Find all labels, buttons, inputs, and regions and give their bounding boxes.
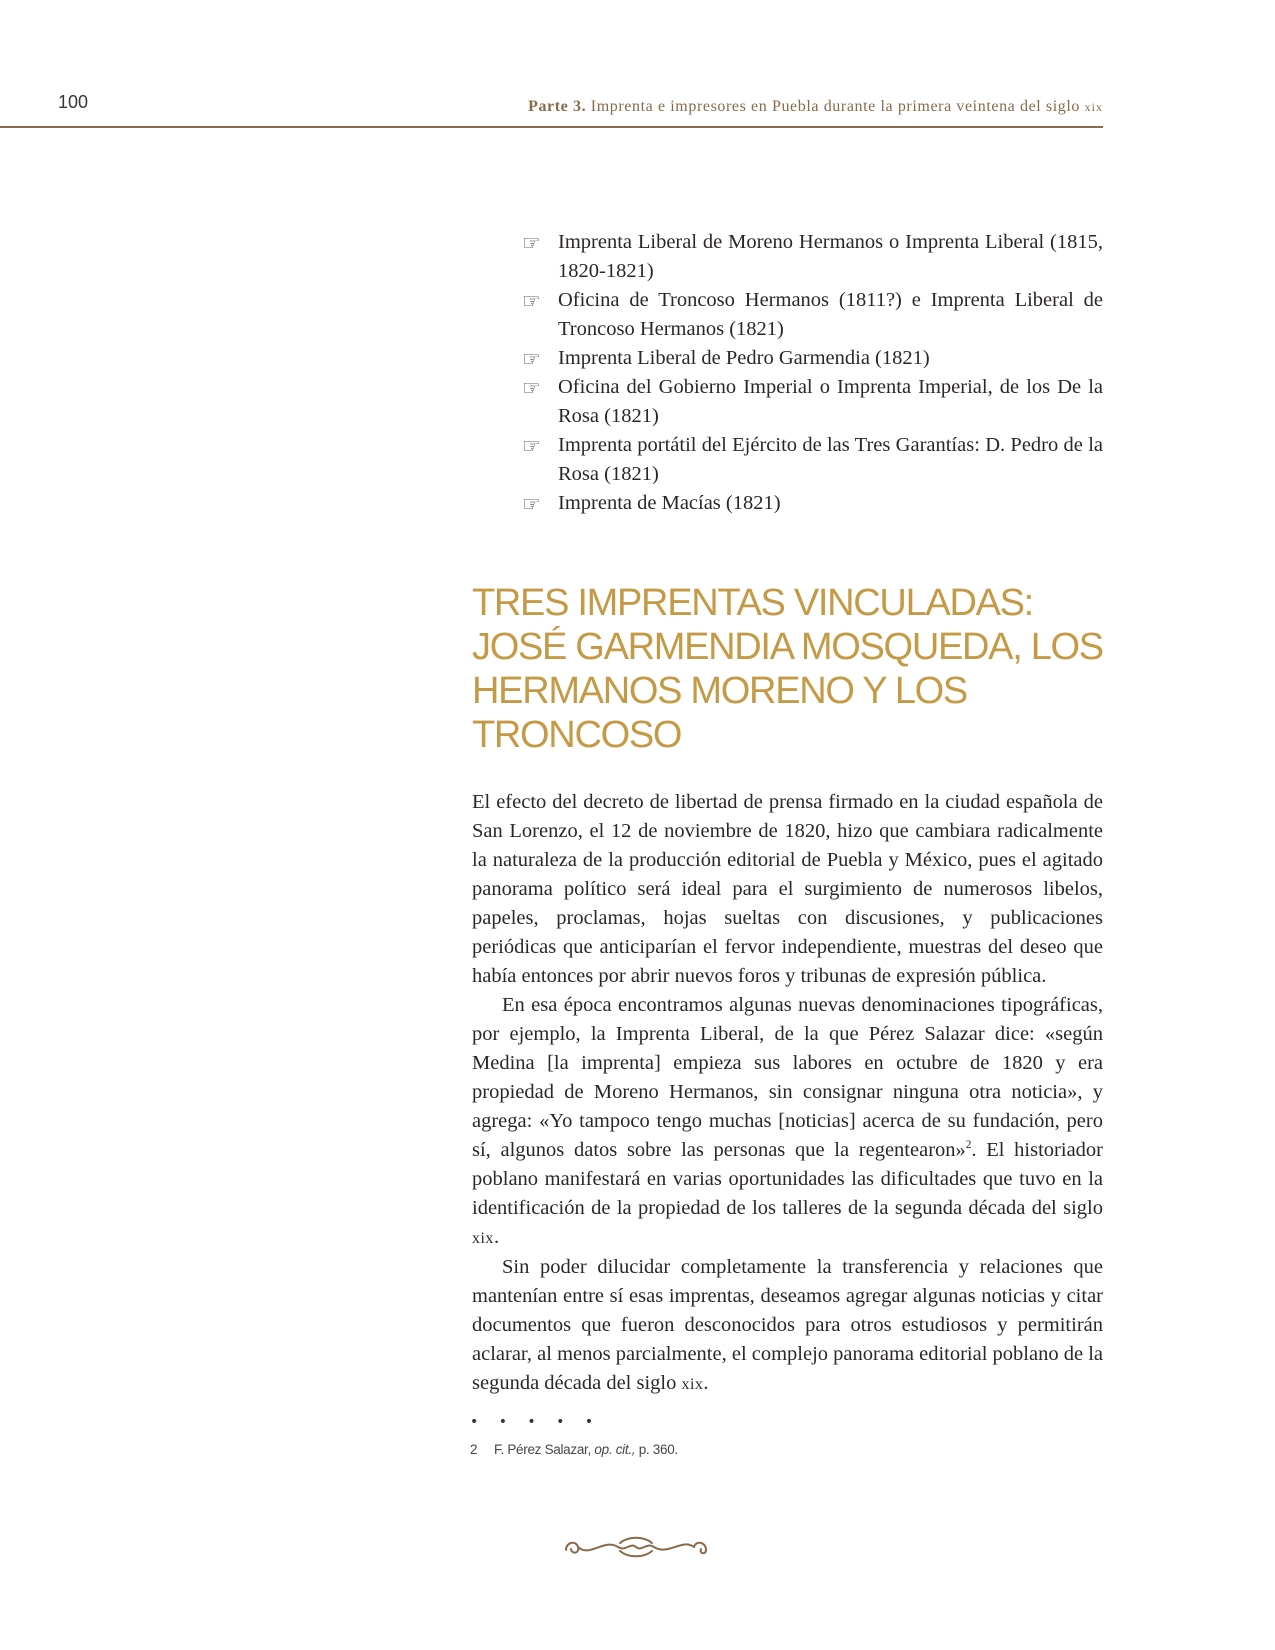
list-item: ☞ Oficina de Troncoso Hermanos (1811?) e Imprenta Liberal de Troncoso Hermanos (1821) [522, 289, 1103, 340]
footnote-ref-text: op. cit., [594, 1442, 636, 1457]
paragraph-1: El efecto del decreto de libertad de prensa firmado en la ciudad española de San Lorenzo, el 12 de noviembre de 1820, hizo que cambiara radicalmente la naturaleza de la producción editorial de Puebla y México, pues el agitado panorama político será ideal para el surgimiento de numerosos libelos, papeles, proclamas, hojas sueltas con discusiones, y publicaciones periódicas que anticiparían el fervor independiente, muestras del deseo que había entonces por abrir nuevos foros y tribunas de expresión pública. [472, 791, 1103, 987]
scroll-ornament [560, 1530, 712, 1564]
running-head-part: Parte 3. [528, 98, 587, 115]
paragraph-3: Sin poder dilucidar completamente la transferencia y relaciones que mantenían entre sí esas imprentas, deseamos agregar algunas noticias y citar documentos que fueron desconocidos para otros estudiosos y permitirán aclarar, al menos parcialmente, el complejo panorama editorial poblano de la segunda década del siglo xix. [472, 1256, 1103, 1394]
body-text [472, 788, 1103, 1399]
pointing-hand-icon: ☞ [522, 347, 541, 371]
list-item: ☞ Imprenta Liberal de Pedro Garmendia (1821) [522, 344, 1103, 373]
pointing-hand-icon: ☞ [522, 231, 541, 255]
footnote-ref[interactable]: 2 [965, 1139, 972, 1152]
running-head-century: xix [1084, 100, 1103, 114]
paragraph-2: En esa época encontramos algunas nuevas denominaciones tipográficas, por ejemplo, la Imprenta Liberal, de la que Pérez Salazar dice: «según Medina [la imprenta] empieza sus labores en octubre de 1820 y era propiedad de Moreno Hermanos, sin consignar ninguna otra noticia», y agrega: «Yo tampoco tengo muchas [noticias] acerca de su fundación, pero sí, algunos datos sobre las personas que la regentearon»$^2$. El historiador poblano manifestará en varias oportunidades las dificultades que tuvo en la identificación de la propiedad de los talleres de la segunda década del siglo xix. [472, 994, 1103, 1248]
footnote [470, 1442, 678, 1457]
section-title: TRES IMPRENTAS VINCULADAS: JOSÉ GARMENDIA MOSQUEDA, LOS HERMANOS MORENO Y LOS TRONCOSO [472, 582, 1103, 756]
footnote-divider: • • • • • [470, 1414, 602, 1430]
footnote-page: p. 360. [638, 1442, 678, 1457]
pointing-hand-icon: ☞ [522, 376, 541, 400]
pointing-hand-icon: ☞ [522, 434, 541, 458]
footnote-number: 2 [470, 1442, 478, 1457]
list-item: ☞ Imprenta Liberal de Moreno Hermanos o Imprenta Liberal (1815, 1820-1821) [522, 231, 1103, 282]
running-head [528, 98, 1103, 116]
header-rule [0, 126, 1103, 128]
list-item: ☞ Imprenta de Macías (1821) [522, 489, 1103, 518]
page-number: 100 [58, 92, 89, 112]
pointing-hand-icon: ☞ [522, 492, 541, 516]
list-item: ☞ Imprenta portátil del Ejército de las Tres Garantías: D. Pedro de la Rosa (1821) [522, 434, 1103, 485]
list-item: ☞ Oficina del Gobierno Imperial o Imprenta Imperial, de los De la Rosa (1821) [522, 376, 1103, 427]
printing-press-list [522, 228, 1103, 518]
footnote-author: F. Pérez Salazar, [494, 1442, 591, 1457]
running-head-title: Imprenta e impresores en Puebla durante la primera veintena del siglo [590, 98, 1081, 115]
pointing-hand-icon: ☞ [522, 289, 541, 313]
